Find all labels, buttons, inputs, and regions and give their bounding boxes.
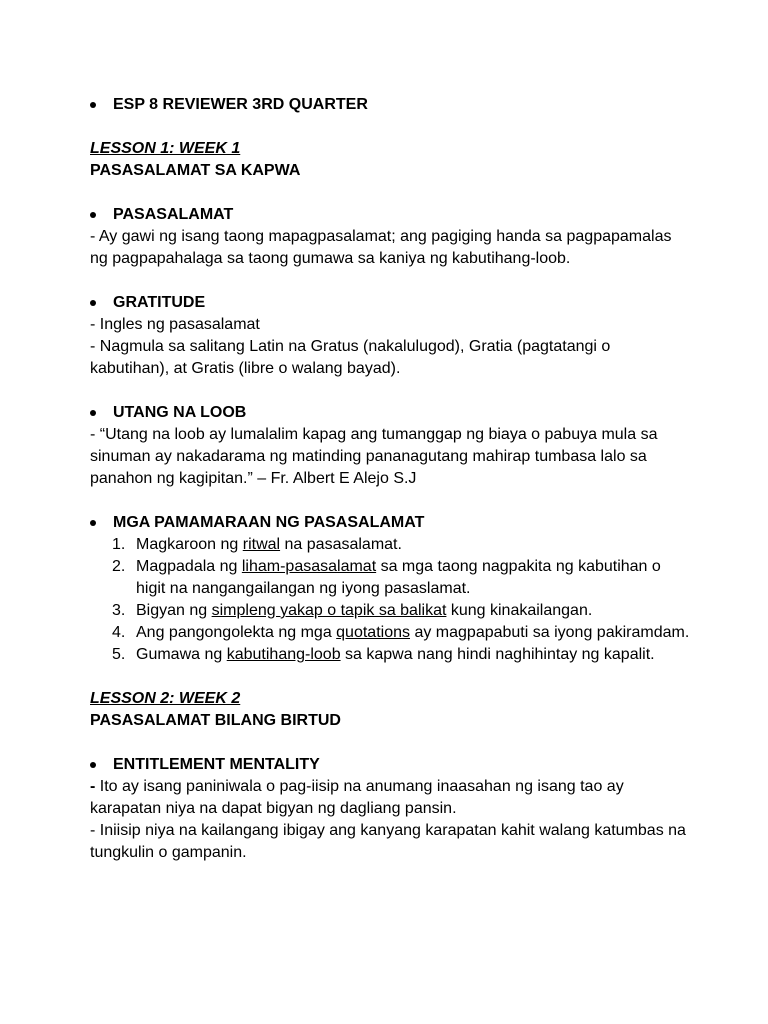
pasasalamat-definition: - Ay gawi ng isang taong mapagpasalamat; ang pagiging handa sa pagpapamalas ng pagpapahalaga sa taong gumawa sa kaniya ng kabutihang-loob. <box>90 228 672 267</box>
document-body <box>90 94 690 864</box>
underlined-keyword: liham-pasasalamat <box>241 558 377 575</box>
list-text: sa mga taong nagpakita ng kabutihan o higit na nangangailangan ng iyong pasaslamat. <box>136 558 661 597</box>
lesson2-subtitle: PASASALAMAT BILANG BIRTUD <box>90 712 341 729</box>
term-pasasalamat <box>90 204 690 226</box>
term-utang-text: UTANG NA LOOB <box>113 404 247 421</box>
bullet-icon <box>90 102 96 108</box>
list-text: ay magpapabuti sa iyong pakiramdam. <box>410 624 690 641</box>
list-text: Gumawa ng <box>136 646 227 663</box>
list-text: Magkaroon ng <box>136 536 243 553</box>
entitlement-line-1 <box>90 776 690 820</box>
underlined-keyword: ritwal <box>242 536 281 553</box>
utang-quote: - “Utang na loob ay lumalalim kapag ang tumanggap ng biaya o pabuya mula sa sinuman ay nakadarama ng matinding pananagutang mahirap tumbasa lalo sa panahon ng kagipitan.” – Fr. Albert E Alejo S.J <box>90 426 658 487</box>
list-text: Ang pangongolekta ng mga <box>136 624 337 641</box>
list-number: 1. <box>112 536 126 553</box>
term-utang-na-loob <box>90 402 690 424</box>
underlined-keyword: simpleng yakap o tapik sa balikat <box>211 602 447 619</box>
list-text: na pasasalamat. <box>280 536 402 553</box>
list-item <box>90 600 690 622</box>
pamamaraan-list <box>90 534 690 666</box>
list-item <box>90 644 690 666</box>
underlined-keyword: kabutihang-loob <box>226 646 341 663</box>
bullet-icon <box>90 762 96 768</box>
list-number: 4. <box>112 624 126 641</box>
list-item <box>90 534 690 556</box>
lesson2-heading: LESSON 2: WEEK 2 <box>90 690 241 707</box>
term-pasasalamat-text: PASASALAMAT <box>113 206 234 223</box>
bullet-icon <box>90 300 96 306</box>
list-text: kung kinakailangan. <box>446 602 593 619</box>
term-pamamaraan-text: MGA PAMAMARAAN NG PASASALAMAT <box>113 514 425 531</box>
gratitude-line-1: - Ingles ng pasasalamat <box>90 316 260 333</box>
gratitude-line-2: - Nagmula sa salitang Latin na Gratus (nakalulugod), Gratia (pagtatangi o kabutihan), at Gratis (libre o walang bayad). <box>90 338 611 377</box>
bullet-icon <box>90 410 96 416</box>
term-gratitude-text: GRATITUDE <box>113 294 206 311</box>
list-item <box>90 556 690 600</box>
entitlement-line-2: - Iniisip niya na kailangang ibigay ang kanyang karapatan kahit walang katumbas na tungkulin o gampanin. <box>90 822 686 861</box>
list-number: 5. <box>112 646 126 663</box>
list-text: Magpadala ng <box>136 558 242 575</box>
underlined-keyword: quotations <box>336 624 410 641</box>
list-text: Bigyan ng <box>136 602 212 619</box>
list-text: sa kapwa nang hindi naghihintay ng kapalit. <box>340 646 655 663</box>
lesson1-subtitle: PASASALAMAT SA KAPWA <box>90 162 301 179</box>
lesson1-heading: LESSON 1: WEEK 1 <box>90 140 241 157</box>
list-number: 2. <box>112 558 126 575</box>
bullet-icon <box>90 212 96 218</box>
list-item <box>90 622 690 644</box>
entitlement-dash: - <box>90 778 96 795</box>
term-gratitude <box>90 292 690 314</box>
list-number: 3. <box>112 602 126 619</box>
reviewer-title <box>90 94 690 116</box>
reviewer-title-text: ESP 8 REVIEWER 3RD QUARTER <box>113 96 368 113</box>
term-entitlement <box>90 754 690 776</box>
term-entitlement-text: ENTITLEMENT MENTALITY <box>113 756 320 773</box>
term-pamamaraan <box>90 512 690 534</box>
bullet-icon <box>90 520 96 526</box>
entitlement-line-1-text: Ito ay isang paniniwala o pag-iisip na anumang inaasahan ng isang tao ay karapatan niya na dapat bigyan ng dagliang pansin. <box>90 778 624 817</box>
